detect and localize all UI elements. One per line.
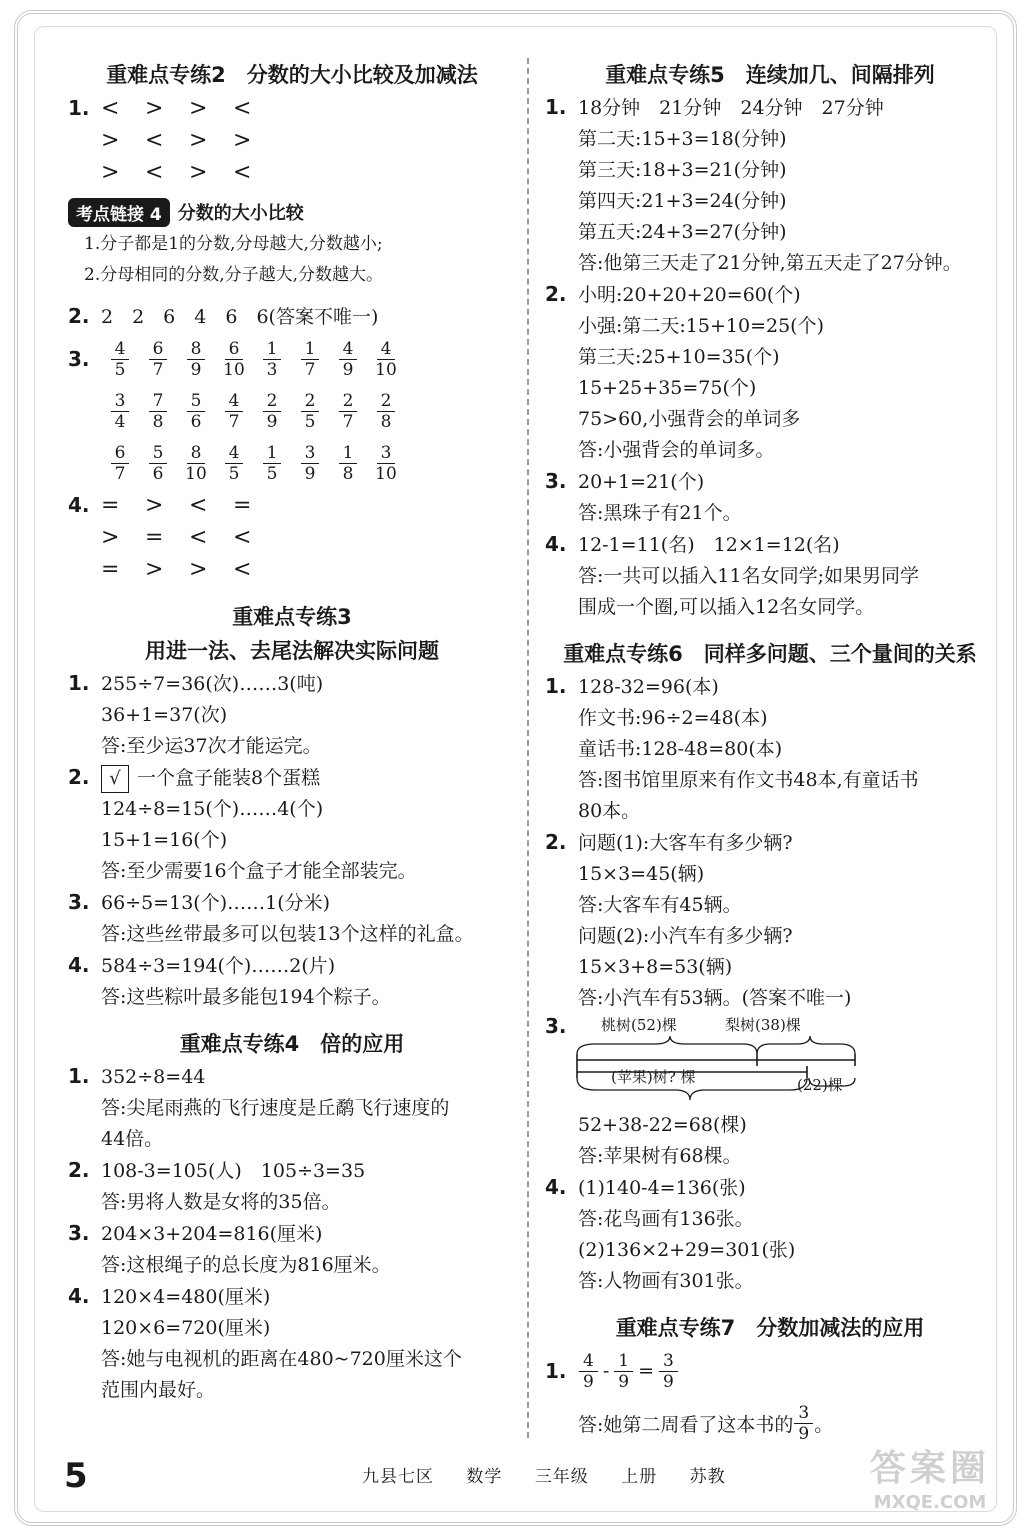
numerator: 4 bbox=[225, 391, 244, 412]
numerator: 5 bbox=[187, 391, 206, 412]
right-column bbox=[545, 58, 995, 1449]
answer-line bbox=[68, 1155, 516, 1187]
numerator: 8 bbox=[187, 339, 206, 360]
question-number: 1. bbox=[68, 1064, 90, 1088]
diagram-label-peach: 桃树(52)棵 bbox=[601, 1016, 677, 1034]
fraction bbox=[101, 339, 139, 380]
fraction bbox=[101, 391, 139, 432]
question-number: 4. bbox=[545, 1175, 567, 1199]
answer-line: 答:他第三天走了21分钟,第五天走了27分钟。 bbox=[578, 252, 962, 274]
denominator: 8 bbox=[380, 411, 392, 432]
answer-text: 小明:20+20+20=60(个) bbox=[578, 284, 801, 306]
denominator: 9 bbox=[663, 1371, 674, 1392]
answer-line: 答:至少需要16个盒子才能全部装完。 bbox=[101, 860, 417, 882]
comparison-symbol: < bbox=[233, 525, 252, 550]
comparison-symbol: > bbox=[189, 557, 208, 582]
comparison-symbol: > bbox=[101, 128, 120, 153]
answer-text: 18分钟 21分钟 24分钟 27分钟 bbox=[578, 97, 884, 119]
answer-line: 答:她与电视机的距离在480~720厘米这个 bbox=[101, 1348, 462, 1370]
fraction bbox=[579, 1351, 598, 1392]
fraction bbox=[614, 1351, 633, 1392]
fraction bbox=[659, 1351, 678, 1392]
fraction bbox=[291, 339, 329, 380]
fraction bbox=[329, 339, 367, 380]
fraction bbox=[215, 391, 253, 432]
diagram-lines bbox=[575, 1014, 875, 1110]
answer-line bbox=[68, 950, 516, 982]
question-number: 3. bbox=[68, 347, 90, 371]
fraction bbox=[291, 391, 329, 432]
numerator: 6 bbox=[111, 443, 130, 464]
answer-line bbox=[545, 92, 995, 124]
section-title: 重难点专练6 同样多问题、三个量间的关系 bbox=[563, 642, 977, 666]
numerator: 4 bbox=[111, 339, 130, 360]
comparison-row bbox=[68, 522, 516, 554]
comparison-symbol: > bbox=[189, 160, 208, 185]
denominator: 9 bbox=[618, 1371, 630, 1392]
answer-text: 255÷7=36(次)……3(吨) bbox=[101, 673, 324, 695]
denominator: 8 bbox=[152, 411, 164, 432]
answer-line bbox=[545, 1397, 995, 1449]
fraction-row bbox=[68, 437, 516, 489]
question-number: 2. bbox=[545, 282, 567, 306]
comparison-symbol: > bbox=[189, 96, 208, 121]
answer-text: 2 2 6 4 6 6(答案不唯一) bbox=[101, 306, 379, 328]
comparison-symbol: < bbox=[189, 525, 208, 550]
comparison-symbol: < bbox=[145, 160, 164, 185]
fraction bbox=[177, 391, 215, 432]
footer-info bbox=[362, 1462, 752, 1487]
fraction bbox=[177, 443, 215, 484]
answer-line: 答:黑珠子有21个。 bbox=[578, 502, 742, 524]
fraction-row bbox=[68, 333, 516, 385]
comparison-symbol: < bbox=[101, 96, 120, 121]
answer-line bbox=[68, 762, 516, 794]
denominator: 9 bbox=[798, 1423, 810, 1444]
denominator: 8 bbox=[342, 463, 354, 484]
answer-line: 童话书:128-48=80(本) bbox=[578, 738, 783, 760]
answer-line: 36+1=37(次) bbox=[101, 704, 228, 726]
question-2 bbox=[68, 301, 516, 333]
knowledge-badge: 考点链接 4 bbox=[68, 198, 170, 227]
knowledge-note: 1.分子都是1的分数,分母越大,分数越小; bbox=[84, 234, 383, 254]
denominator: 9 bbox=[266, 411, 278, 432]
answer-text: 204×3+204=816(厘米) bbox=[101, 1223, 323, 1245]
answer-line: 小强:第二天:15+10=25(个) bbox=[578, 315, 824, 337]
numerator: 8 bbox=[187, 443, 206, 464]
numerator: 2 bbox=[301, 391, 320, 412]
denominator: 5 bbox=[228, 463, 240, 484]
knowledge-title: 分数的大小比较 bbox=[177, 203, 304, 224]
answer-line: 围成一个圈,可以插入12名女同学。 bbox=[578, 596, 875, 618]
numerator: 3 bbox=[794, 1403, 813, 1424]
answer-text: (1)140-4=136(张) bbox=[578, 1177, 746, 1199]
answer-line: 80本。 bbox=[578, 800, 641, 822]
answer-line bbox=[68, 668, 516, 700]
answer-line: 答:小汽车有53辆。(答案不唯一) bbox=[578, 987, 852, 1009]
fraction bbox=[253, 339, 291, 380]
fraction bbox=[215, 443, 253, 484]
comparison-symbol: > bbox=[145, 493, 164, 518]
denominator: 10 bbox=[223, 359, 245, 380]
footer-volume: 上册 bbox=[621, 1467, 658, 1487]
question-number: 1. bbox=[545, 674, 567, 698]
question-3 bbox=[68, 333, 516, 489]
comparison-symbol: > bbox=[145, 557, 164, 582]
answer-line bbox=[545, 466, 995, 498]
answer-text: 128-32=96(本) bbox=[578, 676, 719, 698]
numerator: 3 bbox=[301, 443, 320, 464]
denominator: 7 bbox=[342, 411, 354, 432]
numerator: 6 bbox=[149, 339, 168, 360]
question-number: 2. bbox=[68, 765, 90, 789]
denominator: 10 bbox=[375, 463, 397, 484]
question-number: 3. bbox=[545, 1014, 567, 1038]
question-number: 1. bbox=[545, 1359, 567, 1383]
answer-text: 问题(1):大客车有多少辆? bbox=[578, 832, 793, 854]
numerator: 2 bbox=[339, 391, 358, 412]
denominator: 5 bbox=[304, 411, 316, 432]
denominator: 7 bbox=[114, 463, 126, 484]
fraction bbox=[139, 391, 177, 432]
denominator: 9 bbox=[342, 359, 354, 380]
comparison-symbol: > bbox=[101, 160, 120, 185]
footer-grade: 三年级 bbox=[534, 1467, 589, 1487]
denominator: 7 bbox=[304, 359, 316, 380]
comparison-row bbox=[68, 489, 516, 522]
diagram-label-difference: (22)棵 bbox=[797, 1076, 843, 1094]
answer-line: 52+38-22=68(棵) bbox=[578, 1114, 747, 1136]
answer-line: 答:这些丝带最多可以包装13个这样的礼盒。 bbox=[101, 923, 474, 945]
fraction bbox=[367, 391, 405, 432]
fraction-equation bbox=[545, 1345, 995, 1397]
answer-text: 120×4=480(厘米) bbox=[101, 1286, 271, 1308]
numerator: 1 bbox=[263, 339, 282, 360]
numerator: 4 bbox=[579, 1351, 598, 1372]
answer-line: 120×6=720(厘米) bbox=[101, 1317, 271, 1339]
comparison-symbol: > bbox=[233, 128, 252, 153]
answer-text: 352÷8=44 bbox=[101, 1066, 206, 1088]
answer-line: 15+25+35=75(个) bbox=[578, 377, 757, 399]
comparison-symbol: > bbox=[101, 525, 120, 550]
fraction bbox=[101, 443, 139, 484]
diagram-label-apple: (苹果)树? 棵 bbox=[611, 1068, 696, 1086]
fraction bbox=[215, 339, 253, 380]
column-divider bbox=[527, 58, 529, 1438]
footer-series: 九县七区 bbox=[362, 1467, 434, 1487]
operator: = bbox=[638, 1360, 654, 1382]
denominator: 10 bbox=[185, 463, 207, 484]
denominator: 9 bbox=[304, 463, 316, 484]
comparison-symbol: > bbox=[189, 128, 208, 153]
fraction bbox=[329, 391, 367, 432]
denominator: 5 bbox=[114, 359, 126, 380]
denominator: 6 bbox=[152, 463, 164, 484]
fraction bbox=[253, 391, 291, 432]
fraction bbox=[139, 339, 177, 380]
fraction bbox=[367, 443, 405, 484]
denominator: 7 bbox=[152, 359, 164, 380]
answer-line: 答:人物画有301张。 bbox=[578, 1270, 754, 1292]
comparison-symbol: > bbox=[145, 96, 164, 121]
denominator: 10 bbox=[375, 359, 397, 380]
denominator: 5 bbox=[266, 463, 278, 484]
comparison-symbol: < bbox=[233, 160, 252, 185]
question-number: 1. bbox=[68, 96, 90, 120]
answer-text: 12-1=11(名) 12×1=12(名) bbox=[578, 534, 840, 556]
question-number: 3. bbox=[545, 469, 567, 493]
answer-text: 。 bbox=[814, 1413, 834, 1436]
answer-line bbox=[545, 279, 995, 311]
question-1 bbox=[68, 92, 516, 189]
answer-line: 第三天:18+3=21(分钟) bbox=[578, 159, 787, 181]
footer-subject: 数学 bbox=[466, 1467, 503, 1487]
denominator: 7 bbox=[228, 411, 240, 432]
answer-line: 范围内最好。 bbox=[101, 1379, 216, 1401]
fraction bbox=[253, 443, 291, 484]
page-number: 5 bbox=[64, 1456, 88, 1496]
fraction bbox=[367, 339, 405, 380]
answer-line bbox=[545, 827, 995, 859]
fraction bbox=[139, 443, 177, 484]
comparison-row bbox=[68, 554, 516, 586]
section-title: 重难点专练3 bbox=[232, 605, 352, 629]
answer-text: 答:她第二周看了这本书的 bbox=[578, 1413, 794, 1436]
fraction bbox=[794, 1403, 813, 1444]
question-number: 4. bbox=[68, 1284, 90, 1308]
numerator: 1 bbox=[263, 443, 282, 464]
comparison-symbol: = bbox=[145, 525, 164, 550]
answer-text: 584÷3=194(个)……2(片) bbox=[101, 955, 336, 977]
answer-line: 第三天:25+10=35(个) bbox=[578, 346, 780, 368]
denominator: 9 bbox=[583, 1371, 594, 1392]
question-number: 2. bbox=[545, 830, 567, 854]
numerator: 1 bbox=[339, 443, 358, 464]
question-4 bbox=[68, 489, 516, 586]
answer-line bbox=[68, 1281, 516, 1313]
answer-line: 答:小强背会的单词多。 bbox=[578, 439, 775, 461]
denominator: 3 bbox=[266, 359, 278, 380]
answer-line: 答:苹果树有68棵。 bbox=[578, 1145, 742, 1167]
question-number: 2. bbox=[68, 304, 90, 328]
answer-line bbox=[68, 887, 516, 919]
watermark-text: 答案圈 bbox=[869, 1448, 990, 1489]
answer-text: 108-3=105(人) 105÷3=35 bbox=[101, 1160, 366, 1182]
answer-text: 20+1=21(个) bbox=[578, 471, 705, 493]
answer-line: (2)136×2+29=301(张) bbox=[578, 1239, 796, 1261]
comparison-row bbox=[68, 92, 516, 125]
answer-line: 第二天:15+3=18(分钟) bbox=[578, 128, 787, 150]
answer-line: 答:花鸟画有136张。 bbox=[578, 1208, 754, 1230]
comparison-row bbox=[68, 125, 516, 157]
denominator: 4 bbox=[114, 411, 126, 432]
answer-line: 答:图书馆里原来有作文书48本,有童话书 bbox=[578, 769, 919, 791]
numerator: 4 bbox=[339, 339, 358, 360]
section-title: 重难点专练5 连续加几、间隔排列 bbox=[605, 63, 935, 87]
question-number: 4. bbox=[68, 953, 90, 977]
knowledge-note: 2.分母相同的分数,分子越大,分数越大。 bbox=[84, 265, 384, 285]
answer-line bbox=[545, 1172, 995, 1204]
answer-line bbox=[68, 1218, 516, 1250]
section-title: 重难点专练2 分数的大小比较及加减法 bbox=[106, 63, 478, 87]
answer-line: 答:尖尾雨燕的飞行速度是丘鹬飞行速度的 bbox=[101, 1097, 450, 1119]
answer-line: 作文书:96÷2=48(本) bbox=[578, 707, 768, 729]
answer-line bbox=[545, 529, 995, 561]
comparison-symbol: = bbox=[101, 557, 120, 582]
numerator: 2 bbox=[263, 391, 282, 412]
numerator: 4 bbox=[377, 339, 396, 360]
numerator: 3 bbox=[111, 391, 130, 412]
answer-line: 答:大客车有45辆。 bbox=[578, 894, 742, 916]
knowledge-link bbox=[68, 195, 516, 229]
answer-line: 答:男将人数是女将的35倍。 bbox=[101, 1191, 341, 1213]
numerator: 1 bbox=[301, 339, 320, 360]
section-subtitle: 用进一法、去尾法解决实际问题 bbox=[145, 639, 439, 663]
answer-line: 答:这些粽叶最多能包194个粽子。 bbox=[101, 986, 391, 1008]
numerator: 3 bbox=[377, 443, 396, 464]
question-number: 4. bbox=[545, 532, 567, 556]
question-number: 4. bbox=[68, 493, 90, 517]
denominator: 9 bbox=[190, 359, 202, 380]
answer-line: 15×3=45(辆) bbox=[578, 863, 705, 885]
operator: - bbox=[602, 1360, 610, 1382]
answer-line: 第四天:21+3=24(分钟) bbox=[578, 190, 787, 212]
answer-line: 15+1=16(个) bbox=[101, 829, 228, 851]
numerator: 4 bbox=[225, 443, 244, 464]
numerator: 6 bbox=[225, 339, 244, 360]
comparison-symbol: = bbox=[101, 493, 120, 518]
comparison-symbol: = bbox=[233, 493, 252, 518]
numerator: 3 bbox=[659, 1351, 678, 1372]
section-title: 重难点专练4 倍的应用 bbox=[179, 1032, 405, 1056]
answer-line: 问题(2):小汽车有多少辆? bbox=[578, 925, 793, 947]
numerator: 1 bbox=[614, 1351, 633, 1372]
question-number: 3. bbox=[68, 890, 90, 914]
left-column bbox=[68, 58, 516, 1406]
comparison-symbol: < bbox=[189, 493, 208, 518]
check-mark-box: √ bbox=[101, 765, 129, 793]
diagram-label-pear: 梨树(38)棵 bbox=[725, 1016, 801, 1034]
numerator: 5 bbox=[149, 443, 168, 464]
answer-text: 一个盒子能装8个蛋糕 bbox=[137, 767, 321, 789]
answer-line: 答:这根绳子的总长度为816厘米。 bbox=[101, 1254, 391, 1276]
section-title: 重难点专练7 分数加减法的应用 bbox=[615, 1316, 925, 1340]
answer-text: 66÷5=13(个)……1(分米) bbox=[101, 892, 331, 914]
comparison-symbol: < bbox=[233, 557, 252, 582]
fraction bbox=[291, 443, 329, 484]
answer-line: 15×3+8=53(辆) bbox=[578, 956, 733, 978]
comparison-row bbox=[68, 157, 516, 189]
watermark-url: MXQE.COM bbox=[873, 1492, 987, 1513]
answer-line bbox=[545, 671, 995, 703]
line-segment-diagram bbox=[545, 1014, 995, 1110]
answer-line: 75>60,小强背会的单词多 bbox=[578, 408, 801, 430]
numerator: 7 bbox=[149, 391, 168, 412]
fraction bbox=[329, 443, 367, 484]
question-number: 1. bbox=[545, 95, 567, 119]
denominator: 6 bbox=[190, 411, 202, 432]
answer-line: 124÷8=15(个)……4(个) bbox=[101, 798, 324, 820]
fraction bbox=[177, 339, 215, 380]
comparison-symbol: < bbox=[233, 96, 252, 121]
question-number: 3. bbox=[68, 1221, 90, 1245]
answer-line: 答:一共可以插入11名女同学;如果男同学 bbox=[578, 565, 919, 587]
question-number: 2. bbox=[68, 1158, 90, 1182]
answer-line bbox=[68, 1061, 516, 1093]
watermark-logo bbox=[845, 1446, 1015, 1526]
answer-line: 第五天:24+3=27(分钟) bbox=[578, 221, 787, 243]
footer-edition: 苏教 bbox=[689, 1467, 726, 1487]
answer-line: 答:至少运37次才能运完。 bbox=[101, 735, 322, 757]
answer-line: 44倍。 bbox=[101, 1128, 164, 1150]
question-number: 1. bbox=[68, 671, 90, 695]
numerator: 2 bbox=[377, 391, 396, 412]
comparison-symbol: < bbox=[145, 128, 164, 153]
fraction-row bbox=[68, 385, 516, 437]
